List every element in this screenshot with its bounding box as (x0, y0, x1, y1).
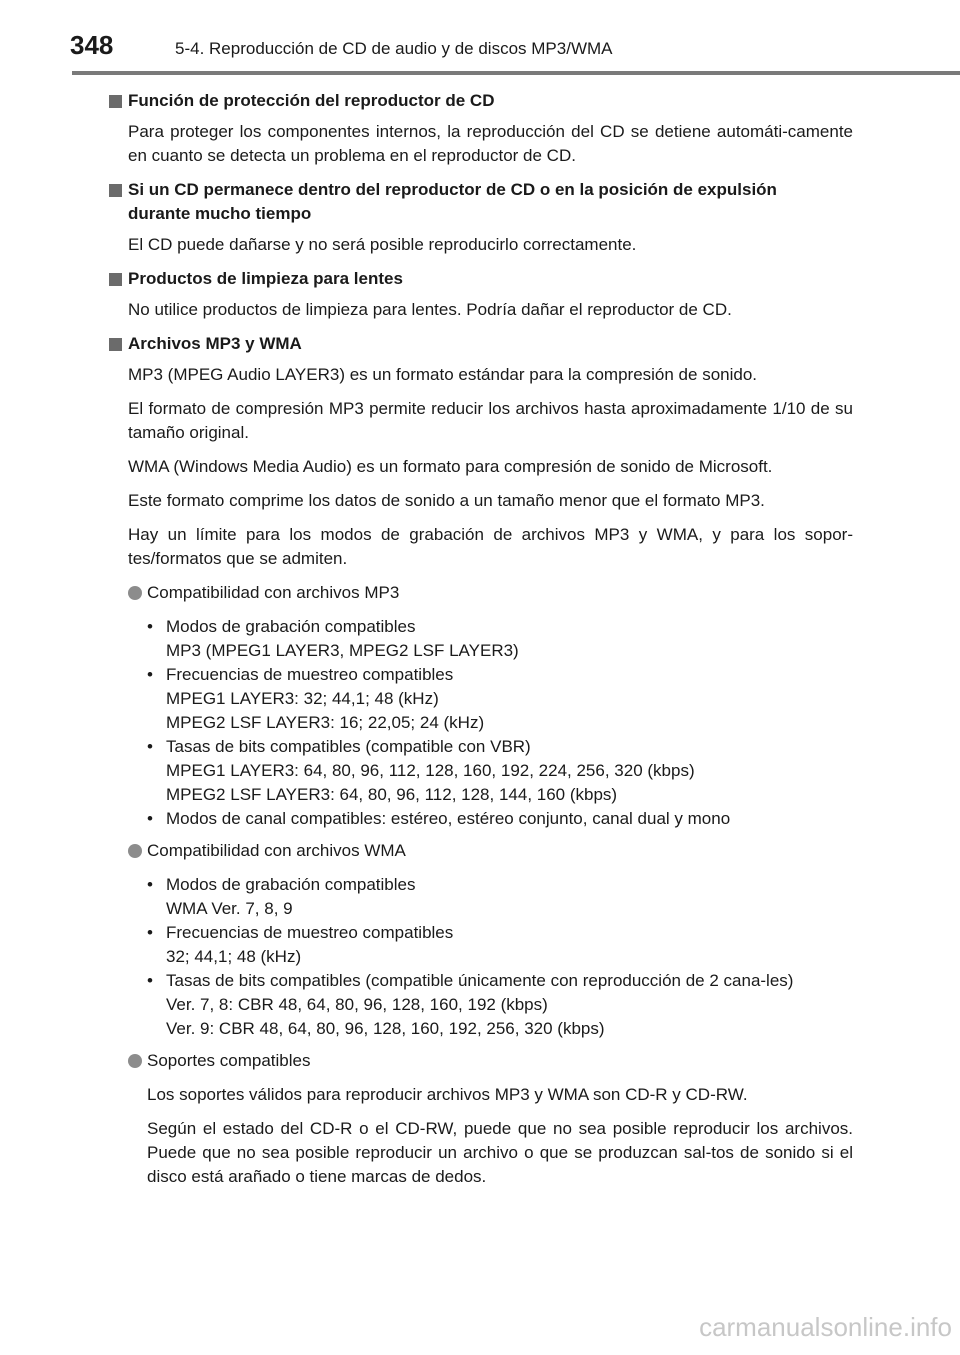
circle-bullet-icon (128, 1054, 142, 1068)
subsection-heading (0, 1049, 853, 1073)
circle-bullet-icon (128, 844, 142, 858)
section-title: Productos de limpieza para lentes (128, 269, 403, 288)
subsection-heading (0, 839, 853, 863)
paragraph: Hay un límite para los modos de grabación de archivos MP3 y WMA, y para los sopor-tes/formatos que se admiten. (128, 525, 853, 568)
square-bullet-icon (109, 184, 122, 197)
paragraph: Los soportes válidos para reproducir archivos MP3 y WMA son CD-R y CD-RW. (147, 1085, 748, 1104)
section-heading (0, 267, 828, 291)
square-bullet-icon (109, 273, 122, 286)
list-item-detail: Ver. 9: CBR 48, 64, 80, 96, 128, 160, 192, 256, 320 (kbps) (166, 1019, 605, 1038)
paragraph: Según el estado del CD-R o el CD-RW, puede que no sea posible reproducir los archivos. Puede que no sea posible reproducir un archivo o que se produzcan sal-tos de sonido si el disco está arañado o tiene marcas de dedos. (147, 1119, 853, 1186)
list-item: • Frecuencias de muestreo compatibles (0, 663, 853, 687)
watermark: carmanualsonline.info (699, 1312, 952, 1342)
subsection-heading (0, 581, 853, 605)
chapter-title: 5-4. Reproducción de CD de audio y de discos MP3/WMA (175, 39, 613, 58)
bullet-glyph: • (147, 665, 153, 684)
list-item: • Tasas de bits compatibles (compatible con VBR) (0, 735, 853, 759)
spacer (0, 831, 960, 839)
bullet-glyph: • (147, 971, 153, 990)
list-item: • Frecuencias de muestreo compatibles (0, 921, 853, 945)
page-number: 348 (70, 30, 114, 60)
list-item: • Modos de canal compatibles: estéreo, estéreo conjunto, canal dual y mono (0, 807, 853, 831)
list-item: • Modos de grabación compatibles (0, 615, 853, 639)
subsection-title: Compatibilidad con archivos WMA (147, 841, 406, 860)
mp3-spec-list (0, 615, 960, 831)
bullet-glyph: • (147, 737, 153, 756)
subsection-title: Compatibilidad con archivos MP3 (147, 583, 400, 602)
section-heading (0, 89, 828, 113)
page-header (0, 0, 960, 76)
square-bullet-icon (109, 338, 122, 351)
paragraph: MP3 (MPEG Audio LAYER3) es un formato estándar para la compresión de sonido. (128, 365, 758, 384)
paragraph: Este formato comprime los datos de sonido a un tamaño menor que el formato MP3. (128, 491, 765, 510)
list-item-detail: MPEG1 LAYER3: 32; 44,1; 48 (kHz) (166, 689, 439, 708)
wma-spec-list (0, 873, 960, 1041)
paragraph: No utilice productos de limpieza para lentes. Podría dañar el reproductor de CD. (128, 300, 732, 319)
paragraph: Para proteger los componentes internos, la reproducción del CD se detiene automáti-camente en cuanto se detecta un problema en el reproductor de CD. (128, 122, 853, 165)
spacer (0, 1041, 960, 1049)
list-item: • Tasas de bits compatibles (compatible únicamente con reproducción de 2 cana-les) (0, 969, 853, 993)
header-rule (72, 71, 960, 75)
paragraph: El CD puede dañarse y no será posible reproducirlo correctamente. (128, 235, 637, 254)
section-heading (0, 178, 828, 226)
paragraph: El formato de compresión MP3 permite reducir los archivos hasta aproximadamente 1/10 de su tamaño original. (128, 399, 853, 442)
list-item-detail: MPEG2 LSF LAYER3: 16; 22,05; 24 (kHz) (166, 713, 485, 732)
list-item: • Modos de grabación compatibles (0, 873, 853, 897)
page-content (0, 89, 960, 1199)
bullet-glyph: • (147, 617, 153, 636)
bullet-glyph: • (147, 809, 153, 828)
list-item-detail: MP3 (MPEG1 LAYER3, MPEG2 LSF LAYER3) (166, 641, 519, 660)
bullet-glyph: • (147, 875, 153, 894)
list-item-detail: MPEG1 LAYER3: 64, 80, 96, 112, 128, 160, 192, 224, 256, 320 (kbps) (166, 761, 695, 780)
circle-bullet-icon (128, 586, 142, 600)
list-item-detail: MPEG2 LSF LAYER3: 64, 80, 96, 112, 128, 144, 160 (kbps) (166, 785, 618, 804)
list-item-detail: 32; 44,1; 48 (kHz) (166, 947, 302, 966)
section-title: Archivos MP3 y WMA (128, 334, 302, 353)
section-title: Si un CD permanece dentro del reproductor de CD o en la posición de expulsión durante mucho tiempo (128, 180, 777, 223)
list-item-detail: WMA Ver. 7, 8, 9 (166, 899, 293, 918)
paragraph: WMA (Windows Media Audio) es un formato para compresión de sonido de Microsoft. (128, 457, 773, 476)
section-title: Función de protección del reproductor de CD (128, 91, 495, 110)
section-heading (0, 332, 828, 356)
square-bullet-icon (109, 95, 122, 108)
list-item-detail: Ver. 7, 8: CBR 48, 64, 80, 96, 128, 160, 192 (kbps) (166, 995, 548, 1014)
bullet-glyph: • (147, 923, 153, 942)
subsection-title: Soportes compatibles (147, 1051, 311, 1070)
